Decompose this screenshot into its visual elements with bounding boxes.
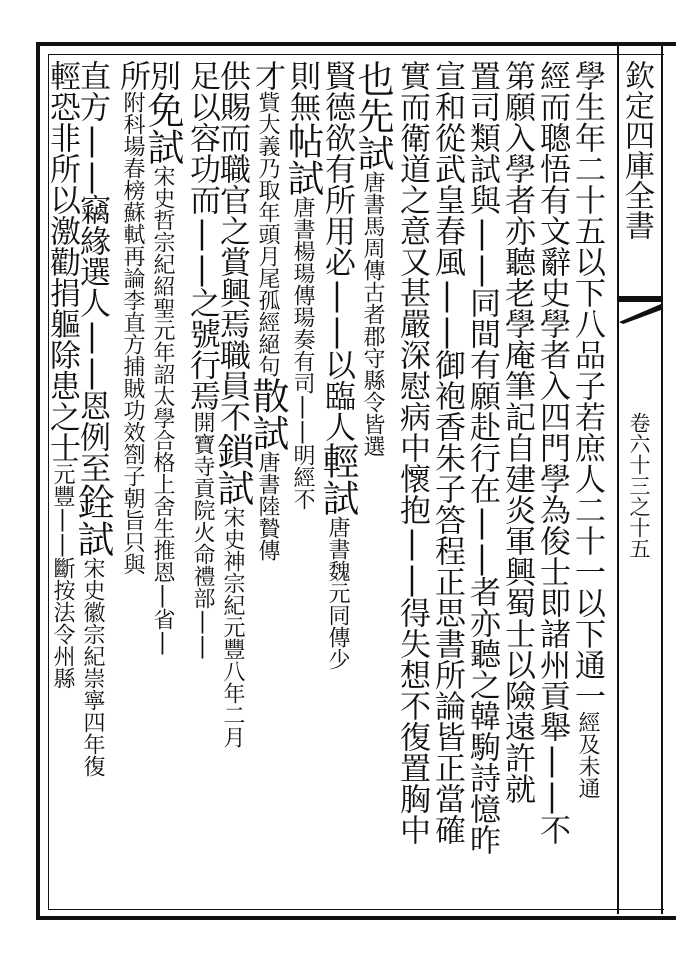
text-column xyxy=(281,60,326,510)
text-column xyxy=(71,60,116,777)
heading-term: 散試 xyxy=(246,377,289,451)
main-text: 所 xyxy=(114,60,150,91)
text-column xyxy=(531,60,571,845)
text-column xyxy=(316,60,361,670)
annotation-text: 元豐||斷按法令州縣 xyxy=(50,463,75,689)
main-text: 學生年二十五以下八品子若庶人二十一以下通一 xyxy=(569,60,605,711)
book-title: 欽定四庫全書 xyxy=(619,60,654,240)
heading-term: 帖試 xyxy=(281,122,324,196)
text-column xyxy=(566,60,606,799)
annotation-text: 經及未通 xyxy=(575,711,600,799)
main-text: 經而聰悟有文辭史學者入四門學為俊士即諸州貢舉||不 xyxy=(534,60,570,845)
text-column xyxy=(246,60,291,561)
annotation-text: 開寶寺貢院火命禮部|| xyxy=(190,411,215,659)
annotation-text: 唐書魏元同傳少 xyxy=(325,516,350,670)
main-text: 才 xyxy=(249,60,285,91)
text-column xyxy=(496,60,536,804)
heading-term: 先試 xyxy=(351,97,394,171)
main-text: 則無 xyxy=(284,60,320,122)
heading-term: 鎖試 xyxy=(211,432,254,506)
main-text: 賢德欲有所用必||以臨人 xyxy=(319,60,355,442)
main-text: 直方||竊緣選人||恩例至 xyxy=(74,60,110,483)
heading-term: 也 xyxy=(351,60,394,97)
text-column xyxy=(426,60,466,845)
annotation-text: 宋史神宗紀元豐八年二月 xyxy=(220,506,245,748)
main-text: 別 xyxy=(144,60,180,91)
main-text: 輕恐非所以激勸捐軀除患之士 xyxy=(44,60,80,463)
main-text: 第願入學者亦聽老學庵筆記自建炎軍興蜀士以險遠許就 xyxy=(499,60,535,804)
text-column xyxy=(181,60,221,659)
fish-tail-mark-top xyxy=(617,296,663,324)
annotation-text: 宋史哲宗紀紹聖元年詔太學合格上舍生推恩|省| xyxy=(150,165,175,655)
main-text: 宣和從武皇春風||御袍香朱子答程正思書所論皆正當確 xyxy=(429,60,465,845)
heading-term: 輕試 xyxy=(316,442,359,516)
text-column xyxy=(391,60,431,845)
annotation-text: 宋史徽宗紀崇寧四年復 xyxy=(80,557,105,777)
annotation-text: 唐書馬周傳古者郡守縣令皆選 xyxy=(360,171,385,457)
text-column xyxy=(141,60,186,655)
fold-rule-right xyxy=(661,44,663,914)
main-text: 實而衛道之意又甚嚴深慰病中懷抱||得失想不復置胸中 xyxy=(394,60,430,845)
text-column xyxy=(461,60,501,855)
text-column xyxy=(211,60,256,748)
main-text: 置司類試與||同間有願赴行在||者亦聽之韓駒詩憶昨 xyxy=(464,60,500,855)
main-text: 足以容功而||之號行焉 xyxy=(184,60,220,411)
text-column xyxy=(111,60,151,575)
volume-label: 卷六十三之十五 xyxy=(627,412,651,559)
text-column xyxy=(351,60,396,457)
annotation-text: 貲大義乃取年頭月尾孤經絕句 xyxy=(255,91,280,377)
annotation-text: 附科場春榜蘇軾再論李直方捕賊功效劄子朝旨只與 xyxy=(120,91,145,575)
main-text: 供賜而職官之賞興焉職員不 xyxy=(214,60,250,432)
annotation-text: 唐書楊瑒傳瑒奏有司||明經不 xyxy=(290,196,315,510)
text-column xyxy=(41,60,81,689)
annotation-text: 唐書陸贄傳 xyxy=(255,451,280,561)
heading-term: 銓試 xyxy=(71,483,114,557)
heading-term: 免試 xyxy=(141,91,184,165)
